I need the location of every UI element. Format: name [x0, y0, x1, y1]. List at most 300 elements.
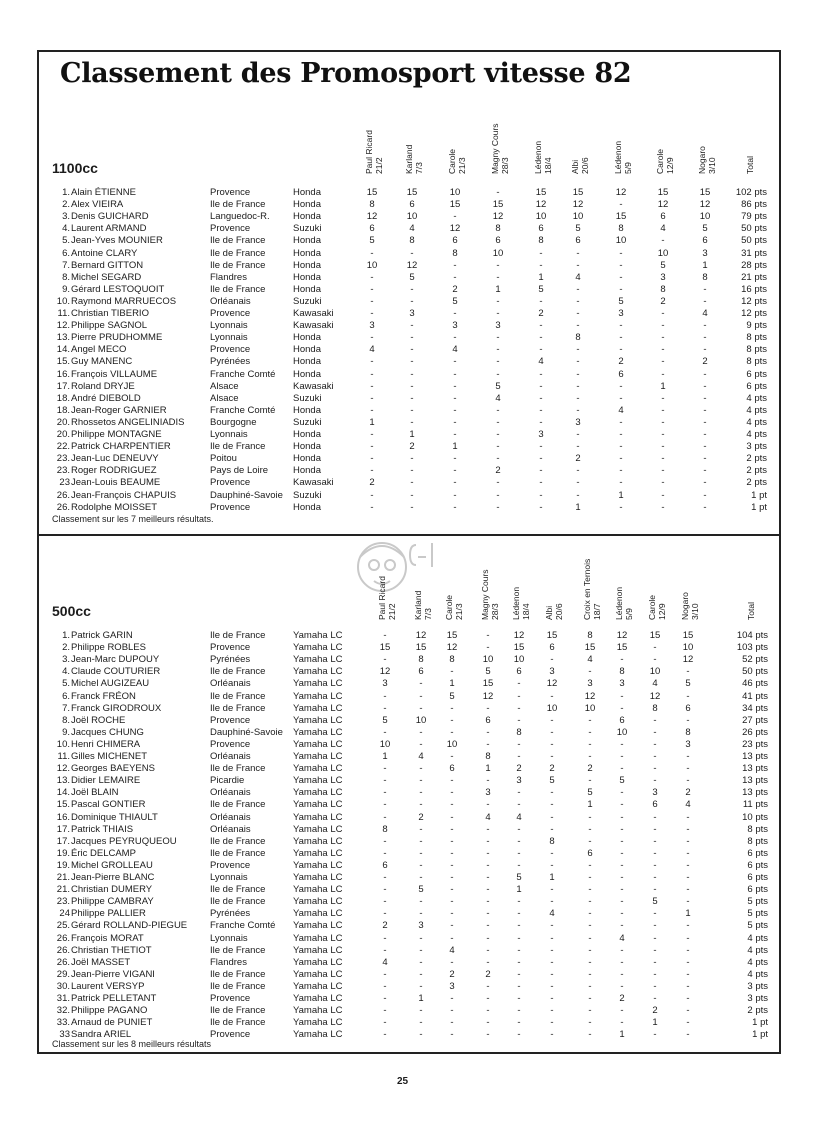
- total-points: 11 pts: [742, 799, 768, 811]
- score: 4: [618, 404, 624, 416]
- race-name: Lédenon: [614, 586, 624, 620]
- score: -: [450, 811, 454, 823]
- score: -: [370, 308, 374, 319]
- score: -: [453, 308, 457, 319]
- score: 4: [575, 271, 581, 283]
- score: -: [703, 392, 707, 404]
- rank: 20.: [56, 416, 70, 428]
- score: 5: [652, 896, 658, 908]
- score: -: [620, 944, 624, 956]
- score: -: [496, 344, 500, 356]
- score: -: [620, 690, 624, 702]
- score: 1: [409, 429, 415, 440]
- race-date: 3/10: [690, 603, 700, 620]
- score: 15: [379, 642, 391, 654]
- score: 1: [495, 283, 501, 295]
- score: -: [383, 1017, 387, 1029]
- score: 3: [538, 429, 544, 440]
- race-header: [447, 149, 467, 174]
- score: 2: [575, 453, 581, 465]
- score: -: [486, 980, 490, 992]
- rider-name: Alain ÉTIENNE: [71, 187, 136, 198]
- score: -: [588, 823, 592, 835]
- score: 12: [446, 642, 458, 654]
- score: -: [661, 308, 665, 319]
- score: -: [453, 501, 457, 513]
- region: Ile de France: [210, 968, 266, 980]
- bike: Honda: [293, 441, 321, 453]
- score: -: [661, 441, 665, 453]
- score: -: [661, 453, 665, 465]
- score: 6: [587, 847, 593, 859]
- score: 1: [369, 416, 375, 428]
- rank: 9.: [62, 283, 70, 295]
- score: 8: [660, 283, 666, 295]
- score: -: [539, 416, 543, 428]
- race-header: [444, 595, 464, 620]
- region: Pyrénées: [210, 654, 251, 666]
- rank: 33: [59, 1029, 70, 1041]
- score: -: [539, 259, 543, 271]
- score: 10: [584, 702, 596, 714]
- score: -: [486, 823, 490, 835]
- score: 4: [409, 223, 415, 235]
- score: 6: [549, 642, 555, 654]
- score: -: [550, 823, 554, 835]
- score: -: [620, 654, 624, 666]
- score: -: [486, 775, 490, 787]
- total-points: 102 pts: [735, 187, 767, 198]
- score: 12: [415, 630, 427, 641]
- score: -: [703, 441, 707, 453]
- total-points: 8 pts: [746, 344, 767, 356]
- score: -: [576, 429, 580, 440]
- score: -: [539, 368, 543, 380]
- score: -: [619, 465, 623, 477]
- score: -: [653, 811, 657, 823]
- score: -: [653, 884, 657, 896]
- score: -: [486, 799, 490, 811]
- score: 15: [546, 630, 558, 641]
- score: 3: [685, 738, 691, 750]
- score: 5: [549, 775, 555, 787]
- score: -: [419, 1005, 423, 1017]
- rank: 5.: [62, 678, 70, 690]
- total-points: 1 pt: [751, 489, 767, 501]
- rider-name: Gérard ROLLAND-PIEGUE: [71, 920, 188, 932]
- race-name: Carole: [647, 594, 657, 620]
- score: -: [450, 896, 454, 908]
- score: -: [383, 654, 387, 666]
- score: 4: [702, 308, 708, 319]
- score: -: [703, 501, 707, 513]
- bike: Honda: [293, 247, 321, 259]
- score: -: [619, 416, 623, 428]
- score: -: [453, 465, 457, 477]
- score: -: [486, 847, 490, 859]
- score: 5: [618, 295, 624, 307]
- score: -: [383, 702, 387, 714]
- score: 12: [482, 690, 494, 702]
- score: -: [383, 775, 387, 787]
- score: 12: [406, 259, 418, 271]
- score: -: [588, 980, 592, 992]
- race-name: Paul Ricard: [364, 130, 374, 174]
- score: 3: [575, 416, 581, 428]
- score: -: [496, 368, 500, 380]
- bike: Yamaha LC: [293, 642, 343, 654]
- score: -: [486, 726, 490, 738]
- total-points: 8 pts: [747, 823, 768, 835]
- rank: 22.: [56, 441, 70, 453]
- score: -: [419, 859, 423, 871]
- rider-name: Patrick THIAIS: [71, 823, 134, 835]
- score: 3: [369, 320, 375, 332]
- bike: Yamaha LC: [293, 823, 343, 835]
- score: 12: [449, 223, 461, 235]
- score: 6: [449, 763, 455, 775]
- score: -: [419, 847, 423, 859]
- class-label: 500cc: [52, 603, 91, 619]
- score: -: [576, 392, 580, 404]
- rider-name: Raymond MARRUECOS: [71, 295, 177, 307]
- total-points: 4 pts: [747, 968, 768, 980]
- score: 2: [418, 811, 424, 823]
- total-points: 79 pts: [741, 211, 767, 223]
- bike: Honda: [293, 271, 321, 283]
- bike: Kawasaki: [293, 308, 334, 319]
- rank: 18.: [56, 404, 70, 416]
- score: -: [539, 295, 543, 307]
- score: -: [419, 1029, 423, 1041]
- score: -: [517, 823, 521, 835]
- bike: Yamaha LC: [293, 968, 343, 980]
- rider-name: Philippe SAGNOL: [71, 320, 148, 332]
- score: -: [620, 799, 624, 811]
- rank: 24: [59, 908, 70, 920]
- score: -: [661, 344, 665, 356]
- score: 15: [406, 187, 418, 198]
- score: -: [486, 920, 490, 932]
- score: -: [517, 751, 521, 762]
- score: -: [653, 714, 657, 726]
- score: -: [419, 835, 423, 847]
- score: -: [539, 332, 543, 344]
- score: -: [653, 726, 657, 738]
- score: -: [486, 896, 490, 908]
- score: -: [620, 896, 624, 908]
- region: Provence: [210, 501, 251, 513]
- score: -: [410, 368, 414, 380]
- score: -: [450, 993, 454, 1004]
- score: -: [419, 678, 423, 690]
- score: -: [383, 763, 387, 775]
- race-date: 5/9: [623, 162, 633, 174]
- score: -: [619, 271, 623, 283]
- race-name: Nogaro: [680, 592, 690, 620]
- rider-name: Didier LEMAIRE: [71, 775, 141, 787]
- region: Ile de France: [210, 980, 266, 992]
- score: -: [653, 835, 657, 847]
- score: 1: [587, 799, 593, 811]
- score: 10: [572, 211, 584, 223]
- rank: 16.: [56, 811, 70, 823]
- race-date: 5/9: [624, 608, 634, 620]
- score: -: [550, 932, 554, 944]
- rider-name: Arnaud de PUNIET: [71, 1017, 153, 1029]
- score: -: [588, 956, 592, 968]
- rider-name: Philippe PALLIER: [71, 908, 146, 920]
- rank: 7.: [62, 702, 70, 714]
- region: Orléanais: [210, 751, 251, 762]
- region: Poitou: [210, 453, 237, 465]
- score: -: [550, 920, 554, 932]
- score: 10: [616, 726, 628, 738]
- score: -: [620, 859, 624, 871]
- bike: Yamaha LC: [293, 920, 343, 932]
- race-name: Karland: [404, 144, 414, 174]
- bike: Yamaha LC: [293, 763, 343, 775]
- score: -: [588, 859, 592, 871]
- score: 4: [516, 811, 522, 823]
- score: -: [370, 392, 374, 404]
- rider-name: Jean-Marc DUPOUY: [71, 654, 160, 666]
- score: 6: [660, 211, 666, 223]
- score: 8: [619, 666, 625, 678]
- rank: 23.: [56, 465, 70, 477]
- total-points: 3 pts: [747, 993, 768, 1004]
- rank: 17.: [56, 823, 70, 835]
- score: -: [383, 847, 387, 859]
- score: -: [453, 392, 457, 404]
- bike: Yamaha LC: [293, 847, 343, 859]
- score: -: [410, 465, 414, 477]
- score: -: [703, 332, 707, 344]
- score: 3: [702, 247, 708, 259]
- rider-name: Gérard LESTOQUOIT: [71, 283, 165, 295]
- score: 10: [449, 187, 461, 198]
- score: 4: [382, 956, 388, 968]
- total-points: 50 pts: [741, 223, 767, 235]
- score: -: [450, 775, 454, 787]
- score: -: [496, 187, 500, 198]
- rank: 26.: [56, 501, 70, 513]
- region: Pyrénées: [210, 908, 251, 920]
- rider-name: François MORAT: [71, 932, 144, 944]
- region: Dauphiné-Savoie: [210, 726, 283, 738]
- score: 1: [618, 489, 624, 501]
- score: 6: [452, 235, 458, 247]
- score: -: [410, 501, 414, 513]
- score: -: [383, 896, 387, 908]
- rider-name: Jean-Pierre BLANC: [71, 872, 155, 883]
- rider-name: Sandra ARIEL: [71, 1029, 132, 1041]
- score: -: [450, 726, 454, 738]
- rank: 15.: [56, 799, 70, 811]
- score: -: [517, 714, 521, 726]
- score: -: [419, 956, 423, 968]
- score: -: [370, 441, 374, 453]
- score: 10: [535, 211, 547, 223]
- region: Orléanais: [210, 823, 251, 835]
- score: -: [517, 738, 521, 750]
- race-header: [533, 141, 553, 174]
- race-header: [680, 592, 700, 620]
- score: -: [619, 283, 623, 295]
- total-points: 23 pts: [742, 738, 768, 750]
- score: 6: [652, 799, 658, 811]
- score: -: [661, 465, 665, 477]
- score: 4: [449, 944, 455, 956]
- rider-name: Joël ROCHE: [71, 714, 126, 726]
- rider-name: Pascal GONTIER: [71, 799, 146, 811]
- bike: Kawasaki: [293, 320, 334, 332]
- score: -: [653, 642, 657, 654]
- score: -: [419, 763, 423, 775]
- rank: 12.: [56, 320, 70, 332]
- score: -: [686, 896, 690, 908]
- rank: 17.: [56, 835, 70, 847]
- score: -: [703, 453, 707, 465]
- score: -: [588, 714, 592, 726]
- score: -: [620, 835, 624, 847]
- score: 12: [513, 630, 525, 641]
- race-header: [697, 146, 717, 174]
- score: 4: [495, 392, 501, 404]
- score: -: [686, 714, 690, 726]
- bike: Suzuki: [293, 295, 322, 307]
- score: 10: [406, 211, 418, 223]
- score: 6: [369, 223, 375, 235]
- score: 2: [516, 763, 522, 775]
- score: 1: [660, 380, 666, 392]
- score: -: [619, 320, 623, 332]
- score: 4: [619, 932, 625, 944]
- score: 2: [369, 477, 375, 489]
- region: Provence: [210, 642, 251, 654]
- bike: Yamaha LC: [293, 980, 343, 992]
- score: -: [588, 993, 592, 1004]
- rider-name: Christian THETIOT: [71, 944, 152, 956]
- score: -: [539, 453, 543, 465]
- score: -: [450, 1017, 454, 1029]
- rank: 1.: [62, 630, 70, 641]
- score: -: [383, 884, 387, 896]
- rank: 9.: [62, 726, 70, 738]
- score: -: [686, 811, 690, 823]
- score: -: [576, 441, 580, 453]
- score: -: [653, 872, 657, 883]
- race-date: 18/7: [592, 603, 602, 620]
- bike: Yamaha LC: [293, 932, 343, 944]
- score: -: [450, 835, 454, 847]
- bike: Honda: [293, 368, 321, 380]
- score: 12: [546, 678, 558, 690]
- region: Lyonnais: [210, 429, 248, 440]
- score: -: [370, 356, 374, 368]
- score: -: [550, 944, 554, 956]
- region: Provence: [210, 344, 251, 356]
- score: -: [370, 465, 374, 477]
- score: -: [653, 823, 657, 835]
- score: -: [383, 811, 387, 823]
- score: -: [410, 283, 414, 295]
- score: -: [486, 1005, 490, 1017]
- rider-name: Gilles MICHENET: [71, 751, 148, 762]
- rider-name: Patrick GARIN: [71, 630, 133, 641]
- score: -: [686, 932, 690, 944]
- score: 8: [449, 654, 455, 666]
- region: Orléanais: [210, 295, 251, 307]
- total-points: 52 pts: [742, 654, 768, 666]
- score: 4: [660, 223, 666, 235]
- rank: 12.: [56, 763, 70, 775]
- region: Lyonnais: [210, 320, 248, 332]
- bike: Yamaha LC: [293, 690, 343, 702]
- total-points: 5 pts: [747, 896, 768, 908]
- score: -: [703, 477, 707, 489]
- bike: Yamaha LC: [293, 835, 343, 847]
- score: -: [410, 380, 414, 392]
- score: 5: [369, 235, 375, 247]
- score: -: [496, 308, 500, 319]
- rank: 4.: [62, 223, 70, 235]
- score: -: [686, 763, 690, 775]
- score: -: [550, 993, 554, 1004]
- score: -: [370, 295, 374, 307]
- rank: 19.: [56, 847, 70, 859]
- bike: Yamaha LC: [293, 751, 343, 762]
- rider-name: Denis GUICHARD: [71, 211, 149, 223]
- score: -: [588, 872, 592, 883]
- score: 5: [538, 283, 544, 295]
- score: -: [576, 404, 580, 416]
- score: -: [450, 799, 454, 811]
- score: -: [653, 920, 657, 932]
- total-points: 12 pts: [741, 308, 767, 319]
- score: -: [410, 295, 414, 307]
- race-name: Albi: [544, 605, 554, 620]
- region: Dauphiné-Savoie: [210, 489, 283, 501]
- score: 5: [382, 714, 388, 726]
- score: -: [576, 368, 580, 380]
- rank: 10.: [56, 738, 70, 750]
- rider-name: Christian TIBERIO: [71, 308, 149, 319]
- score: 8: [549, 835, 555, 847]
- race-date: 21/2: [387, 603, 397, 620]
- total-points: 6 pts: [746, 368, 767, 380]
- score: -: [703, 295, 707, 307]
- score: 5: [418, 884, 424, 896]
- score: -: [486, 859, 490, 871]
- bike: Yamaha LC: [293, 944, 343, 956]
- bike: Yamaha LC: [293, 1029, 343, 1041]
- rank: 6.: [62, 247, 70, 259]
- score: 15: [657, 187, 669, 198]
- region: Ile de France: [210, 944, 266, 956]
- score: -: [576, 356, 580, 368]
- rank: 14.: [56, 787, 70, 799]
- total-points: 86 pts: [741, 199, 767, 211]
- total-points: 41 pts: [742, 690, 768, 702]
- score: 15: [649, 630, 661, 641]
- score: -: [653, 968, 657, 980]
- rider-name: Laurent VERSYP: [71, 980, 145, 992]
- rank: 8.: [62, 271, 70, 283]
- score: -: [517, 799, 521, 811]
- total-points: 6 pts: [746, 380, 767, 392]
- total-points: 28 pts: [741, 259, 767, 271]
